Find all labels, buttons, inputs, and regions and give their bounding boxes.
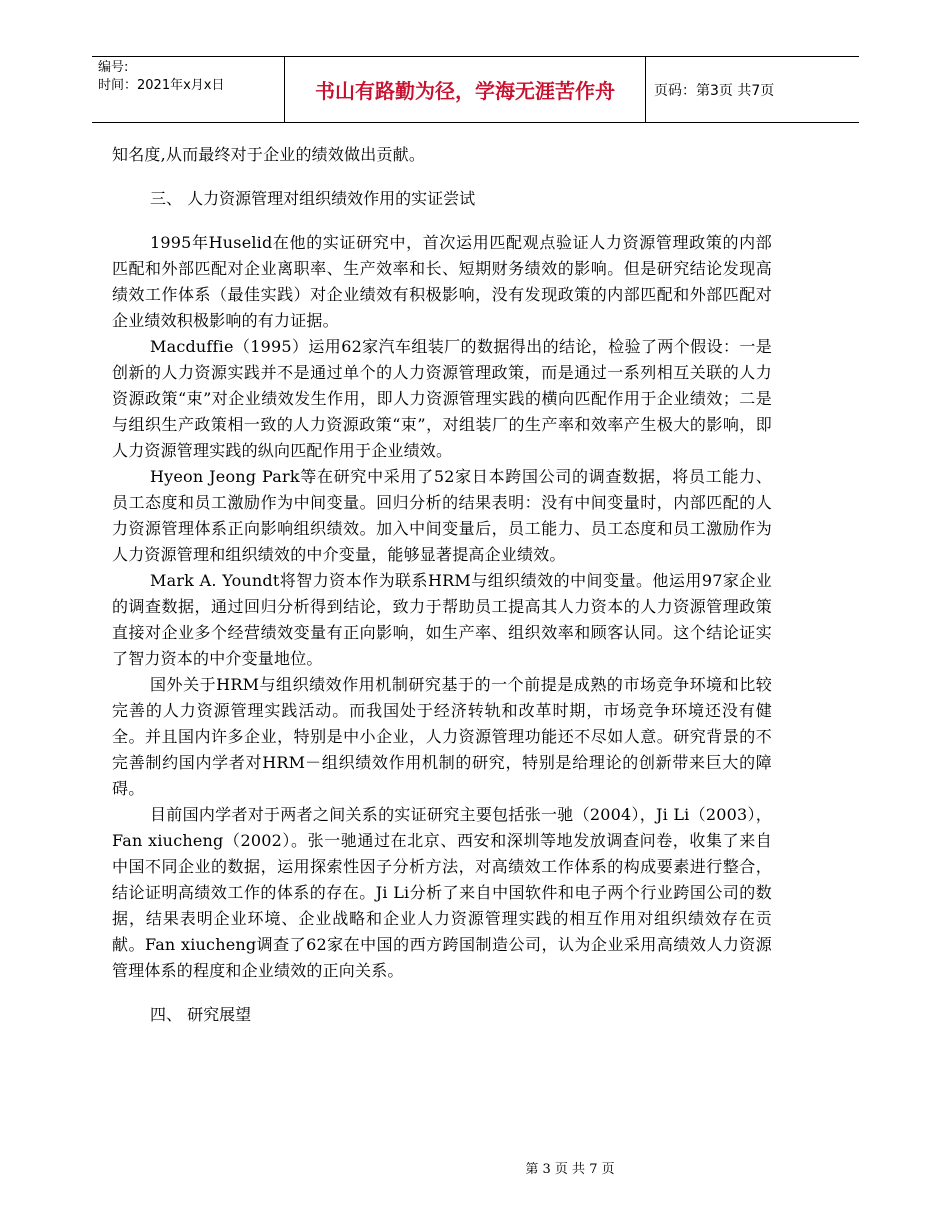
paragraph-continuation: 知名度,从而最终对于企业的绩效做出贡献。	[112, 145, 426, 164]
paragraph-domestic-research: 目前国内学者对于两者之间关系的实证研究主要包括张一驰（2004），Ji Li（2003），Fan xiucheng（2002）。张一驰通过在北京、西安和深圳等地发放调查问卷，收集了来自中国不同企业的数据，运用探索性因子分析方法，对高绩效工作体系的构成要素进行整合，结论证明高绩效工作的体系的存在。Ji Li分析了来自中国软件和电子两个行业跨国公司的数据，结果表明企业环境、企业战略和企业人力资源管理实践的相互作用对组织绩效存在贡献。Fan xiucheng调查了62家在中国的西方跨国制造公司，认为企业采用高绩效人力资源管理体系的程度和企业绩效的正向关系。	[112, 805, 772, 980]
paragraph-youndt: Mark A. Youndt将智力资本作为联系HRM与组织绩效的中间变量。他运用97家企业的调查数据，通过回归分析得到结论，致力于帮助员工提高其人力资本的人力资源管理政策直接对企业多个经营绩效变量有正向影响，如生产率、组织效率和顾客认同。这个结论证实了智力资本的中介变量地位。	[112, 571, 772, 668]
header-page-info: 页码：第3页 共7页	[654, 82, 775, 99]
section-heading-4: 四、 研究展望	[150, 1005, 252, 1024]
paragraph-macduffie: Macduffie（1995）运用62家汽车组装厂的数据得出的结论，检验了两个假设：一是创新的人力资源实践并不是通过单个的人力资源管理政策，而是通过一系列相互关联的人力资源政策“束”对企业绩效发生作用，即人力资源管理实践的横向匹配作用于企业绩效；二是与组织生产政策相一致的人力资源政策“束”，对组装厂的生产率和效率产生极大的影响，即人力资源管理实践的纵向匹配作用于企业绩效。	[112, 337, 772, 460]
page-footer: 第 3 页 共 7 页	[525, 1162, 615, 1177]
section-heading-3: 三、 人力资源管理对组织绩效作用的实证尝试	[150, 189, 476, 208]
date-label: 时间：2021年x月x日	[98, 78, 225, 93]
document-body	[112, 142, 772, 1028]
paragraph-huselid: 1995年Huselid在他的实证研究中，首次运用匹配观点验证人力资源管理政策的内部匹配和外部匹配对企业离职率、生产效率和长、短期财务绩效的影响。但是研究结论发现高绩效工作体系（最佳实践）对企业绩效有积极影响，没有发现政策的内部匹配和外部匹配对企业绩效积极影响的有力证据。	[112, 233, 772, 330]
header-motto: 书山有路勤为径，学海无涯苦作舟	[284, 57, 646, 122]
paragraph-foreign-research: 国外关于HRM与组织绩效作用机制研究基于的一个前提是成熟的市场竞争环境和比较完善的人力资源管理实践活动。而我国处于经济转轨和改革时期，市场竞争环境还没有健全。并且国内许多企业，特别是中小企业，人力资源管理功能还不尽如人意。研究背景的不完善制约国内学者对HRM－组织绩效作用机制的研究，特别是给理论的创新带来巨大的障碍。	[112, 675, 772, 798]
paragraph-park: Hyeon Jeong Park等在研究中采用了52家日本跨国公司的调查数据，将员工能力、员工态度和员工激励作为中间变量。回归分析的结果表明：没有中间变量时，内部匹配的人力资源管理体系正向影响组织绩效。加入中间变量后，员工能力、员工态度和员工激励作为人力资源管理和组织绩效的中介变量，能够显著提高企业绩效。	[112, 467, 772, 564]
doc-number-label: 编号:	[98, 60, 129, 75]
page-header	[92, 56, 859, 123]
header-meta	[92, 57, 290, 122]
